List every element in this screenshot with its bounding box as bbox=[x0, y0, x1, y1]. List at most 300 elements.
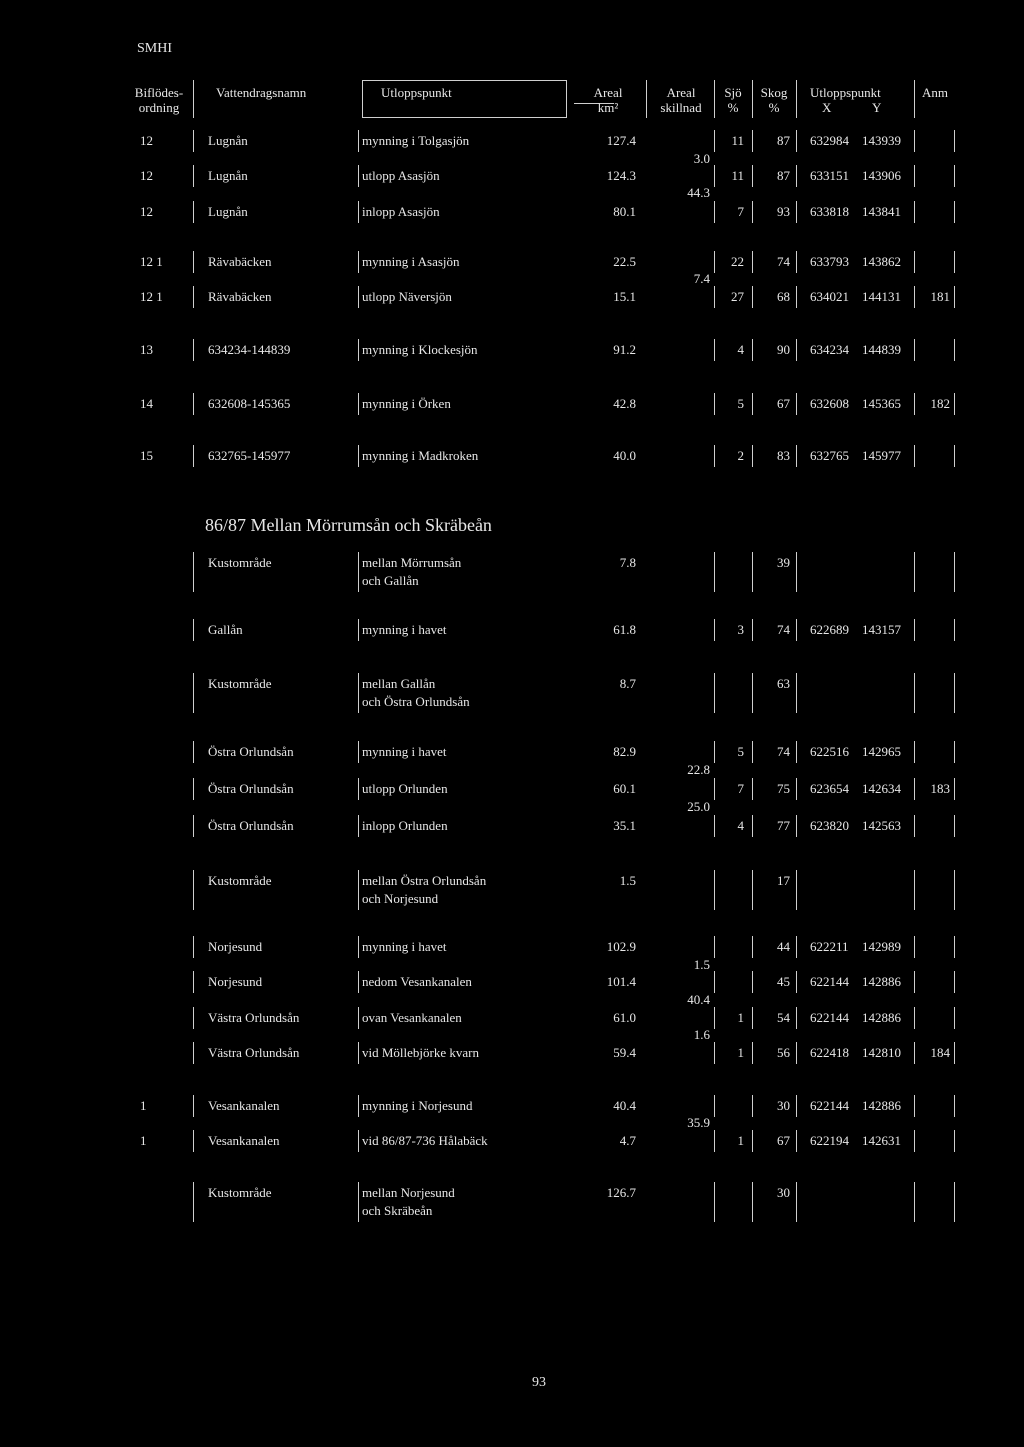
table-cell-area: 15.1 bbox=[613, 289, 636, 304]
table-column-rule bbox=[714, 1095, 715, 1117]
table-column-rule bbox=[914, 673, 915, 713]
table-cell-x: 622418 bbox=[810, 1045, 849, 1060]
table-cell-skog: 93 bbox=[777, 204, 790, 219]
table-cell-x: 633793 bbox=[810, 254, 849, 269]
table-column-rule bbox=[796, 1095, 797, 1117]
header-rule bbox=[362, 117, 566, 118]
table-cell-skog: 56 bbox=[777, 1045, 790, 1060]
table-column-rule bbox=[954, 165, 955, 187]
col-header-y: Y bbox=[872, 100, 882, 115]
table-cell-area-difference: 1.6 bbox=[693, 1027, 710, 1042]
header-divider bbox=[714, 80, 715, 118]
col-header-biflodes: Biflödes- bbox=[134, 85, 184, 100]
table-cell-point-line2: och Skräbeån bbox=[362, 1203, 433, 1218]
table-cell-x: 623654 bbox=[810, 781, 849, 796]
table-cell-y: 145977 bbox=[862, 448, 901, 463]
table-cell-area: 126.7 bbox=[606, 1185, 636, 1200]
table-cell-skog: 74 bbox=[777, 622, 790, 637]
table-column-rule bbox=[954, 1182, 955, 1222]
table-cell-area: 35.1 bbox=[613, 818, 636, 833]
table-cell-point: mynning i havet bbox=[362, 744, 447, 759]
table-column-rule bbox=[193, 936, 194, 958]
table-column-rule bbox=[796, 936, 797, 958]
table-cell-skog: 87 bbox=[777, 168, 790, 183]
table-column-rule bbox=[796, 393, 797, 415]
table-cell-skog: 90 bbox=[777, 342, 790, 357]
table-column-rule bbox=[796, 339, 797, 361]
table-column-rule bbox=[358, 552, 359, 592]
table-column-rule bbox=[714, 936, 715, 958]
table-cell-y: 143841 bbox=[862, 204, 901, 219]
col-header-arealskillnad: skillnad bbox=[660, 100, 702, 115]
table-column-rule bbox=[358, 445, 359, 467]
table-cell-sjo: 11 bbox=[731, 168, 744, 183]
table-column-rule bbox=[193, 251, 194, 273]
table-column-rule bbox=[954, 1042, 955, 1064]
table-cell-name: Gallån bbox=[208, 622, 243, 637]
table-cell-ord: 15 bbox=[140, 448, 153, 463]
col-header-anm: Anm bbox=[922, 85, 948, 100]
table-cell-anm: 182 bbox=[930, 396, 950, 411]
header-divider bbox=[914, 80, 915, 118]
table-cell-skog: 30 bbox=[777, 1185, 790, 1200]
table-cell-name: 632608-145365 bbox=[208, 396, 291, 411]
table-column-rule bbox=[358, 971, 359, 993]
table-column-rule bbox=[358, 130, 359, 152]
table-column-rule bbox=[193, 165, 194, 187]
table-cell-skog: 87 bbox=[777, 133, 790, 148]
table-cell-y: 142886 bbox=[862, 1010, 901, 1025]
table-cell-sjo: 5 bbox=[737, 396, 744, 411]
table-column-rule bbox=[796, 165, 797, 187]
table-column-rule bbox=[914, 936, 915, 958]
table-column-rule bbox=[914, 619, 915, 641]
table-cell-point-line2: och Gallån bbox=[362, 573, 419, 588]
table-cell-skog: 67 bbox=[777, 1133, 790, 1148]
table-cell-skog: 54 bbox=[777, 1010, 790, 1025]
header-divider bbox=[566, 80, 567, 118]
table-column-rule bbox=[358, 815, 359, 837]
table-cell-x: 632984 bbox=[810, 133, 849, 148]
table-cell-area: 8.7 bbox=[619, 676, 636, 691]
table-column-rule bbox=[796, 201, 797, 223]
table-column-rule bbox=[714, 870, 715, 910]
table-column-rule bbox=[954, 1095, 955, 1117]
table-cell-x: 622211 bbox=[810, 939, 849, 954]
table-column-rule bbox=[796, 741, 797, 763]
col-header-utlopp: Utloppspunkt bbox=[381, 85, 452, 100]
header-divider bbox=[362, 80, 363, 118]
table-column-rule bbox=[954, 445, 955, 467]
table-column-rule bbox=[714, 552, 715, 592]
table-cell-name: Rävabäcken bbox=[208, 254, 272, 269]
table-cell-area-difference: 3.0 bbox=[693, 151, 710, 166]
table-cell-name: Norjesund bbox=[208, 974, 263, 989]
table-column-rule bbox=[954, 393, 955, 415]
table-cell-ord: 1 bbox=[140, 1133, 147, 1148]
table-column-rule bbox=[914, 1182, 915, 1222]
table-cell-sjo: 5 bbox=[737, 744, 744, 759]
table-cell-name: Östra Orlundsån bbox=[208, 744, 294, 759]
table-column-rule bbox=[796, 445, 797, 467]
table-cell-anm: 181 bbox=[930, 289, 950, 304]
table-cell-name: Västra Orlundsån bbox=[208, 1010, 300, 1025]
table-cell-x: 632765 bbox=[810, 448, 849, 463]
table-cell-y: 143939 bbox=[862, 133, 901, 148]
table-column-rule bbox=[358, 1042, 359, 1064]
table-column-rule bbox=[714, 971, 715, 993]
table-cell-name: Vesankanalen bbox=[208, 1133, 280, 1148]
table-column-rule bbox=[914, 165, 915, 187]
table-column-rule bbox=[914, 741, 915, 763]
header-rule bbox=[362, 80, 566, 81]
table-column-rule bbox=[193, 339, 194, 361]
table-column-rule bbox=[714, 1182, 715, 1222]
table-cell-point: inlopp Asasjön bbox=[362, 204, 440, 219]
table-column-rule bbox=[358, 778, 359, 800]
table-cell-skog: 75 bbox=[777, 781, 790, 796]
table-cell-point: mellan Gallån bbox=[362, 676, 436, 691]
table-column-rule bbox=[954, 815, 955, 837]
table-cell-skog: 67 bbox=[777, 396, 790, 411]
table-column-rule bbox=[193, 1182, 194, 1222]
table-cell-x: 622689 bbox=[810, 622, 849, 637]
table-cell-skog: 77 bbox=[777, 818, 790, 833]
table-column-rule bbox=[193, 201, 194, 223]
table-cell-point: mynning i Klockesjön bbox=[362, 342, 478, 357]
table-column-rule bbox=[914, 339, 915, 361]
col-header-biflodes: ordning bbox=[138, 100, 180, 115]
table-column-rule bbox=[193, 393, 194, 415]
header-divider bbox=[752, 80, 753, 118]
table-cell-y: 143157 bbox=[862, 622, 901, 637]
table-column-rule bbox=[358, 339, 359, 361]
table-cell-point: ovan Vesankanalen bbox=[362, 1010, 462, 1025]
table-column-rule bbox=[954, 339, 955, 361]
col-header-skog: % bbox=[768, 100, 780, 115]
table-cell-point: mynning i havet bbox=[362, 939, 447, 954]
table-cell-name: Kustområde bbox=[208, 676, 272, 691]
header-divider bbox=[646, 80, 647, 118]
table-cell-skog: 63 bbox=[777, 676, 790, 691]
table-cell-ord: 12 bbox=[140, 204, 153, 219]
table-column-rule bbox=[358, 1007, 359, 1029]
table-column-rule bbox=[358, 1130, 359, 1152]
table-cell-sjo: 1 bbox=[737, 1133, 744, 1148]
table-cell-sjo: 22 bbox=[731, 254, 744, 269]
table-cell-sjo: 7 bbox=[737, 204, 744, 219]
header-divider bbox=[193, 80, 194, 118]
col-header-arealskillnad: Areal bbox=[666, 85, 696, 100]
table-cell-x: 622144 bbox=[810, 974, 849, 989]
table-cell-point: utlopp Orlunden bbox=[362, 781, 448, 796]
table-column-rule bbox=[193, 619, 194, 641]
table-cell-y: 142886 bbox=[862, 1098, 901, 1113]
table-cell-y: 144839 bbox=[862, 342, 901, 357]
table-column-rule bbox=[193, 815, 194, 837]
table-cell-y: 142563 bbox=[862, 818, 901, 833]
table-column-rule bbox=[914, 201, 915, 223]
col-header-x: X bbox=[822, 100, 832, 115]
table-cell-y: 143862 bbox=[862, 254, 901, 269]
table-cell-name: Västra Orlundsån bbox=[208, 1045, 300, 1060]
table-cell-x: 634234 bbox=[810, 342, 849, 357]
col-header-sjo: Sjö bbox=[724, 85, 742, 100]
table-cell-point: vid 86/87-736 Hålabäck bbox=[362, 1133, 488, 1148]
table-cell-area-difference: 35.9 bbox=[687, 1115, 710, 1130]
table-column-rule bbox=[193, 778, 194, 800]
table-column-rule bbox=[193, 445, 194, 467]
table-cell-y: 142810 bbox=[862, 1045, 901, 1060]
table-cell-name: Norjesund bbox=[208, 939, 263, 954]
col-header-skog: Skog bbox=[760, 85, 788, 100]
table-cell-area-difference: 7.4 bbox=[693, 271, 710, 286]
table-cell-skog: 45 bbox=[777, 974, 790, 989]
table-column-rule bbox=[954, 1007, 955, 1029]
table-cell-area-difference: 1.5 bbox=[693, 957, 710, 972]
table-column-rule bbox=[193, 1130, 194, 1152]
table-column-rule bbox=[358, 201, 359, 223]
col-header-areal: Areal bbox=[593, 85, 623, 100]
table-column-rule bbox=[193, 971, 194, 993]
table-column-rule bbox=[914, 971, 915, 993]
table-column-rule bbox=[193, 673, 194, 713]
table-cell-skog: 44 bbox=[777, 939, 790, 954]
table-column-rule bbox=[954, 971, 955, 993]
table-cell-point: mellan Mörrumsån bbox=[362, 555, 462, 570]
table-column-rule bbox=[193, 552, 194, 592]
table-cell-area: 40.0 bbox=[613, 448, 636, 463]
table-cell-area: 61.8 bbox=[613, 622, 636, 637]
table-cell-area: 101.4 bbox=[606, 974, 636, 989]
table-cell-ord: 12 1 bbox=[140, 254, 163, 269]
table-column-rule bbox=[914, 1095, 915, 1117]
table-column-rule bbox=[914, 1130, 915, 1152]
col-header-areal: km² bbox=[597, 100, 619, 115]
table-column-rule bbox=[914, 130, 915, 152]
page-number: 93 bbox=[532, 1375, 546, 1390]
table-cell-area-difference: 22.8 bbox=[687, 762, 710, 777]
table-cell-x: 633818 bbox=[810, 204, 849, 219]
table-cell-area: 22.5 bbox=[613, 254, 636, 269]
table-cell-area-difference: 40.4 bbox=[687, 992, 710, 1007]
table-column-rule bbox=[796, 130, 797, 152]
table-cell-skog: 74 bbox=[777, 744, 790, 759]
table-cell-area: 1.5 bbox=[619, 873, 636, 888]
table-column-rule bbox=[193, 741, 194, 763]
table-column-rule bbox=[193, 286, 194, 308]
table-cell-name: Kustområde bbox=[208, 873, 272, 888]
table-cell-point: mynning i Madkroken bbox=[362, 448, 479, 463]
table-cell-ord: 1 bbox=[140, 1098, 147, 1113]
table-cell-name: 634234-144839 bbox=[208, 342, 291, 357]
table-cell-point: mynning i Norjesund bbox=[362, 1098, 473, 1113]
table-cell-y: 142634 bbox=[862, 781, 901, 796]
table-cell-skog: 39 bbox=[777, 555, 790, 570]
table-column-rule bbox=[358, 619, 359, 641]
table-column-rule bbox=[954, 619, 955, 641]
table-cell-x: 622194 bbox=[810, 1133, 849, 1148]
table-cell-point: utlopp Asasjön bbox=[362, 168, 440, 183]
table-cell-name: Kustområde bbox=[208, 555, 272, 570]
col-header-vattendrag: Vattendragsnamn bbox=[216, 85, 307, 100]
table-cell-name: Lugnån bbox=[208, 204, 248, 219]
table-cell-sjo: 1 bbox=[737, 1045, 744, 1060]
table-cell-ord: 14 bbox=[140, 396, 153, 411]
table-column-rule bbox=[193, 1042, 194, 1064]
table-column-rule bbox=[358, 673, 359, 713]
table-column-rule bbox=[193, 1095, 194, 1117]
table-cell-name: Lugnån bbox=[208, 133, 248, 148]
table-cell-area: 91.2 bbox=[613, 342, 636, 357]
table-cell-skog: 68 bbox=[777, 289, 790, 304]
table-cell-area: 60.1 bbox=[613, 781, 636, 796]
table-cell-area: 42.8 bbox=[613, 396, 636, 411]
table-column-rule bbox=[954, 936, 955, 958]
table-cell-point: mellan Norjesund bbox=[362, 1185, 455, 1200]
table-cell-skog: 30 bbox=[777, 1098, 790, 1113]
table-column-rule bbox=[796, 778, 797, 800]
table-column-rule bbox=[358, 286, 359, 308]
table-cell-x: 622516 bbox=[810, 744, 849, 759]
table-cell-y: 142886 bbox=[862, 974, 901, 989]
table-cell-point: mynning i Örken bbox=[362, 396, 451, 411]
table-column-rule bbox=[358, 936, 359, 958]
table-column-rule bbox=[796, 1182, 797, 1222]
table-cell-ord: 13 bbox=[140, 342, 153, 357]
table-cell-area-difference: 25.0 bbox=[687, 799, 710, 814]
table-cell-sjo: 3 bbox=[737, 622, 744, 637]
table-cell-point: utlopp Näversjön bbox=[362, 289, 452, 304]
table-cell-point: mynning i Asasjön bbox=[362, 254, 460, 269]
table-column-rule bbox=[358, 165, 359, 187]
table-column-rule bbox=[796, 251, 797, 273]
table-column-rule bbox=[358, 251, 359, 273]
table-cell-point: nedom Vesankanalen bbox=[362, 974, 472, 989]
table-cell-area: 7.8 bbox=[619, 555, 636, 570]
table-cell-anm: 184 bbox=[930, 1045, 950, 1060]
table-cell-ord: 12 bbox=[140, 133, 153, 148]
table-column-rule bbox=[796, 1130, 797, 1152]
table-cell-ord: 12 1 bbox=[140, 289, 163, 304]
table-cell-point-line2: och Östra Orlundsån bbox=[362, 694, 470, 709]
table-column-rule bbox=[358, 393, 359, 415]
table-cell-x: 622144 bbox=[810, 1010, 849, 1025]
agency-label: SMHI bbox=[137, 41, 173, 56]
table-cell-point: mellan Östra Orlundsån bbox=[362, 873, 487, 888]
table-cell-point-line2: och Norjesund bbox=[362, 891, 439, 906]
table-cell-name: Östra Orlundsån bbox=[208, 781, 294, 796]
table-cell-x: 622144 bbox=[810, 1098, 849, 1113]
table-cell-area: 59.4 bbox=[613, 1045, 636, 1060]
table-column-rule bbox=[193, 870, 194, 910]
table-column-rule bbox=[193, 1007, 194, 1029]
table-cell-point: vid Möllebjörke kvarn bbox=[362, 1045, 479, 1060]
table-cell-name: Lugnån bbox=[208, 168, 248, 183]
table-column-rule bbox=[796, 286, 797, 308]
table-cell-skog: 74 bbox=[777, 254, 790, 269]
table-cell-y: 142965 bbox=[862, 744, 901, 759]
table-cell-sjo: 7 bbox=[737, 781, 744, 796]
table-cell-name: 632765-145977 bbox=[208, 448, 291, 463]
col-header-utloppspunkt: Utloppspunkt bbox=[810, 85, 881, 100]
table-cell-sjo: 4 bbox=[737, 342, 744, 357]
table-cell-y: 144131 bbox=[862, 289, 901, 304]
table-cell-area: 80.1 bbox=[613, 204, 636, 219]
table-column-rule bbox=[954, 778, 955, 800]
table-column-rule bbox=[954, 1130, 955, 1152]
table-column-rule bbox=[954, 286, 955, 308]
table-column-rule bbox=[914, 1007, 915, 1029]
table-column-rule bbox=[954, 251, 955, 273]
header-divider bbox=[796, 80, 797, 118]
table-column-rule bbox=[796, 552, 797, 592]
table-column-rule bbox=[796, 619, 797, 641]
table-cell-name: Rävabäcken bbox=[208, 289, 272, 304]
table-cell-x: 634021 bbox=[810, 289, 849, 304]
table-column-rule bbox=[954, 201, 955, 223]
table-cell-area: 127.4 bbox=[606, 133, 636, 148]
col-header-sjo: % bbox=[727, 100, 739, 115]
table-column-rule bbox=[796, 1007, 797, 1029]
table-cell-y: 143906 bbox=[862, 168, 901, 183]
section-title: 86/87 Mellan Mörrumsån och Skräbeån bbox=[205, 515, 492, 535]
table-column-rule bbox=[914, 870, 915, 910]
table-column-rule bbox=[954, 741, 955, 763]
table-column-rule bbox=[358, 870, 359, 910]
table-column-rule bbox=[358, 1095, 359, 1117]
table-cell-point: mynning i havet bbox=[362, 622, 447, 637]
table-cell-x: 633151 bbox=[810, 168, 849, 183]
table-cell-y: 142631 bbox=[862, 1133, 901, 1148]
table-cell-area: 124.3 bbox=[606, 168, 636, 183]
table-column-rule bbox=[796, 971, 797, 993]
table-cell-area-difference: 44.3 bbox=[687, 185, 710, 200]
table-cell-point: inlopp Orlunden bbox=[362, 818, 448, 833]
table-cell-skog: 83 bbox=[777, 448, 790, 463]
table-column-rule bbox=[796, 815, 797, 837]
table-cell-name: Kustområde bbox=[208, 1185, 272, 1200]
table-cell-sjo: 4 bbox=[737, 818, 744, 833]
table-cell-point: mynning i Tolgasjön bbox=[362, 133, 470, 148]
table-column-rule bbox=[954, 870, 955, 910]
table-cell-skog: 17 bbox=[777, 873, 790, 888]
table-column-rule bbox=[796, 870, 797, 910]
table-column-rule bbox=[914, 445, 915, 467]
table-cell-area: 102.9 bbox=[606, 939, 636, 954]
table-cell-area: 82.9 bbox=[613, 744, 636, 759]
table-cell-x: 632608 bbox=[810, 396, 849, 411]
table-cell-y: 145365 bbox=[862, 396, 901, 411]
table-column-rule bbox=[714, 673, 715, 713]
table-cell-sjo: 2 bbox=[737, 448, 744, 463]
table-column-rule bbox=[914, 251, 915, 273]
table-cell-anm: 183 bbox=[930, 781, 950, 796]
table-column-rule bbox=[358, 1182, 359, 1222]
table-column-rule bbox=[954, 552, 955, 592]
table-column-rule bbox=[193, 130, 194, 152]
table-cell-ord: 12 bbox=[140, 168, 153, 183]
table-cell-name: Vesankanalen bbox=[208, 1098, 280, 1113]
table-column-rule bbox=[954, 673, 955, 713]
table-cell-x: 623820 bbox=[810, 818, 849, 833]
table-cell-sjo: 11 bbox=[731, 133, 744, 148]
table-column-rule bbox=[914, 552, 915, 592]
table-column-rule bbox=[954, 130, 955, 152]
table-cell-area: 61.0 bbox=[613, 1010, 636, 1025]
table-cell-area: 40.4 bbox=[613, 1098, 636, 1113]
table-cell-y: 142989 bbox=[862, 939, 901, 954]
